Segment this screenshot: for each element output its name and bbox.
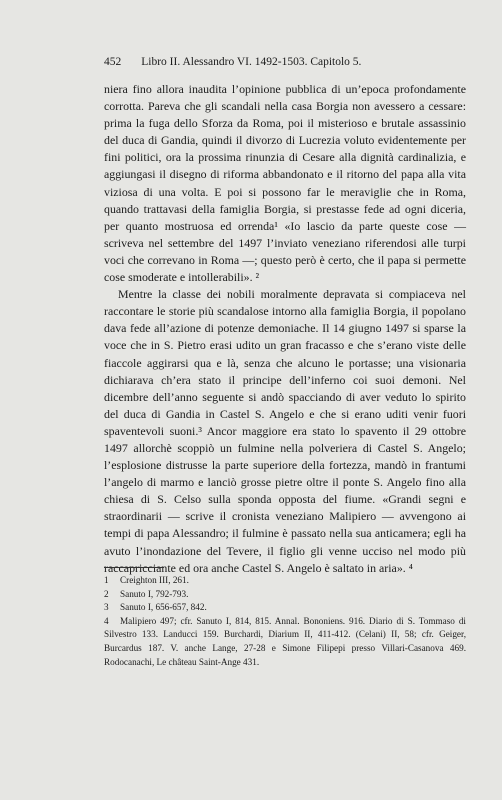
footnote-text: Sanuto I, 656-657, 842. [120,602,207,613]
footnote-number: 1 [104,575,109,585]
footnote-number: 2 [104,588,109,599]
footnote-divider [104,567,164,568]
footnotes [104,574,466,669]
footnote [104,574,466,588]
footnote-text: Malipiero 497; cfr. Sanuto I, 814, 815. Annal. Bononiens. 916. Diario di S. Tommaso di Silvestro 133. Landucci 159. Burchardi, Diarium II, 411-412. (Celani) II, 58; cfr. Geiger, Burcardus 187. V. anche Lange, 27-28 e Simone Filipepi presso Villari-Casanova 469. Rodocanachi, Le château Saint-Ange 431. [104,615,466,667]
footnote [104,601,466,615]
main-text [104,81,466,577]
page-header [104,56,466,68]
footnote-text: Sanuto I, 792-793. [120,588,189,599]
paragraph: niera fino allora inaudita l’opinione pubblica di un’epoca profondamente corrotta. Pareva che gli scandali nella casa Borgia non avessero a cessare: prima la fuga dello Sforza da Roma, poi il misterioso e brutale assassinio del duca di Gandia, quindi il divorzo di Lucrezia voluto evidentemente per fini politici, ora la prossima rinunzia di Cesare alla dignità cardinalizia, e aggiungasi il disegno di riforma abbandonato e il ritorno del papa alla vita viziosa di una volta. E poi si possono far le meraviglie che in Roma, quando trattavasi della famiglia Borgia, si prestasse fede ad ogni diceria, per quanto mostruosa ed orrenda¹ «Io lascio da parte queste cose — scriveva nel settembre del 1497 l’inviato veneziano riferendosi alle turpi voci che correvano in Roma —; questo però è certo, che il papa si permette cose smoderate e intollerabili». ² [104,82,466,285]
footnote-number: 3 [104,602,109,613]
footnote-text: Creighton III, 261. [120,575,189,585]
footnote [104,615,466,669]
page-number: 452 [104,56,122,68]
paragraph: Mentre la classe dei nobili moralmente depravata si compiaceva nel raccontare le storie più scandalose intorno alla famiglia Borgia, il popolano dava fede all’azione di potenze demoniache. Il 14 giugno 1497 si sparse la voce che in S. Pietro erasi udito un gran fracasso e che s’erano viste delle fiaccole aggirarsi qua e là, senza che alcuno le portasse; una visionaria dichiarava ch’era stato il principe dell’inferno coi suoi demoni. Nel dicembre dell’anno seguente si andò spacciando di aver veduto lo spirito del duca di Gandia in Castel S. Angelo e che si erano uditi venir fuori spaventevoli suoni.³ Ancor maggiore era stato lo spavento il 29 ottobre 1497 allorchè scoppiò un fulmine nella polveriera di Castel S. Angelo; l’esplosione distrusse la parte superiore della fortezza, mandò in frantumi l’angelo di marmo e lanciò grosse pietre oltre il ponte S. Angelo fino alla chiesa di S. Celso sulla sponda opposta del fiume. «Grandi segni e straordinarii — scrive il cronista veneziano Malipiero — avvengono ai tempi di papa Alessandro; il fulmine è passato nella sua anticamera; egli ha avuto l’inondazione del Tevere, il figlio gli venne ucciso nel modo più raccapricciante ed ora anche Castel S. Angelo è saltato in aria». ⁴ [104,287,466,575]
running-title: Libro II. Alessandro VI. 1492-1503. Capitolo 5. [141,56,362,68]
footnote [104,588,466,602]
footnote-number: 4 [104,615,109,626]
